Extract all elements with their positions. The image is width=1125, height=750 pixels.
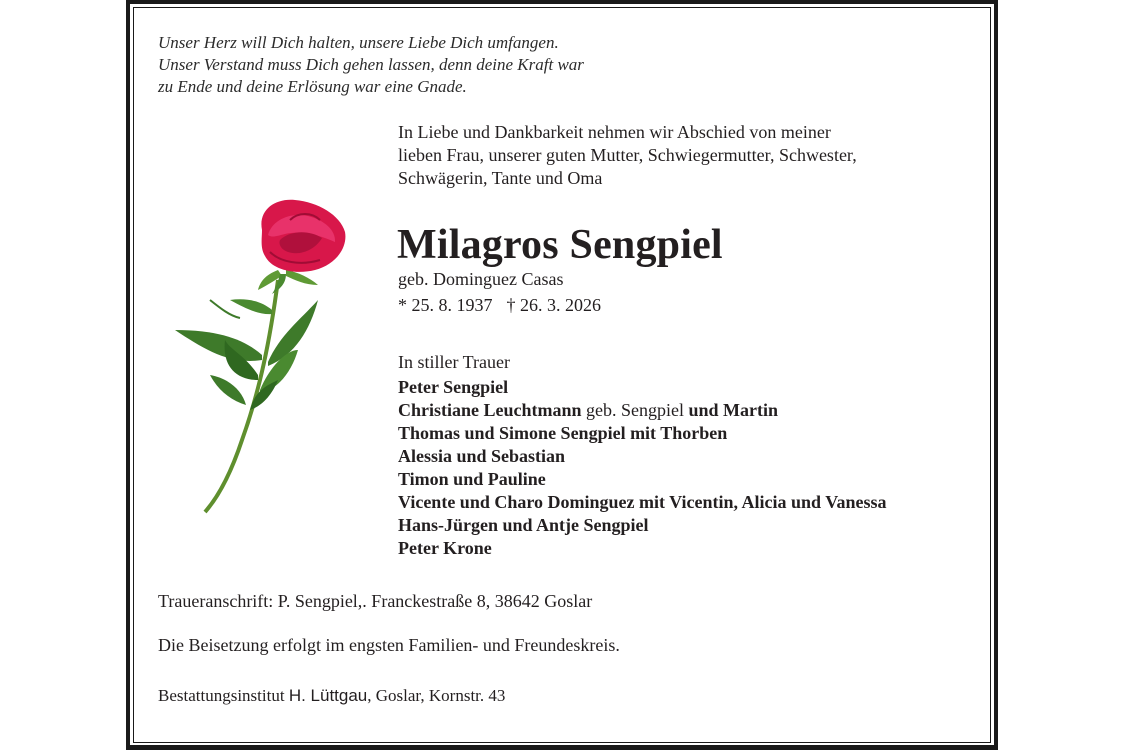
mourning-heading: In stiller Trauer	[398, 352, 510, 372]
mourner-partner: und Martin	[688, 400, 779, 420]
deceased-name: Milagros Sengpiel	[397, 222, 723, 268]
intro-line: lieben Frau, unserer guten Mutter, Schwiegermutter, Schwester,	[398, 145, 857, 165]
undertaker-company: H. Lüttgau	[288, 686, 368, 705]
undertaker-line	[158, 685, 505, 707]
mourner-line: Thomas und Simone Sengpiel mit Thorben	[398, 423, 728, 443]
mourner-line: Timon und Pauline	[398, 469, 546, 489]
death-date: † 26. 3. 2026	[506, 295, 601, 315]
funeral-note: Die Beisetzung erfolgt im engsten Familien- und Freundeskreis.	[158, 635, 620, 655]
undertaker-suffix: , Goslar, Kornstr. 43	[367, 686, 506, 705]
motto-line: zu Ende und deine Erlösung war eine Gnade.	[158, 77, 467, 96]
intro-line: Schwägerin, Tante und Oma	[398, 168, 603, 188]
motto-line: Unser Herz will Dich halten, unsere Liebe Dich umfangen.	[158, 33, 559, 52]
motto-line: Unser Verstand muss Dich gehen lassen, denn deine Kraft war	[158, 55, 584, 74]
motto-verse	[158, 32, 584, 98]
mourner-name: Christiane Leuchtmann	[398, 400, 582, 420]
mourner-line: Alessia und Sebastian	[398, 446, 566, 466]
farewell-intro	[398, 121, 857, 190]
red-rose-icon	[150, 190, 390, 520]
mourner-maiden-name: geb. Sengpiel	[581, 400, 689, 420]
mourner-line	[398, 399, 887, 422]
mourner-line: Vicente und Charo Dominguez mit Vicentin, Alicia und Vanessa	[398, 492, 887, 512]
mourner-line: Peter Sengpiel	[398, 377, 509, 397]
mourners-list	[398, 376, 887, 560]
mourning-address: Traueranschrift: P. Sengpiel,. Franckestraße 8, 38642 Goslar	[158, 591, 593, 611]
intro-line: In Liebe und Dankbarkeit nehmen wir Abschied von meiner	[398, 122, 831, 142]
birth-date: * 25. 8. 1937	[398, 295, 493, 315]
maiden-name: geb. Dominguez Casas	[398, 269, 564, 289]
mourner-line: Hans-Jürgen und Antje Sengpiel	[398, 515, 649, 535]
mourner-line: Peter Krone	[398, 538, 492, 558]
undertaker-prefix: Bestattungsinstitut	[158, 686, 289, 705]
life-dates	[398, 294, 601, 316]
